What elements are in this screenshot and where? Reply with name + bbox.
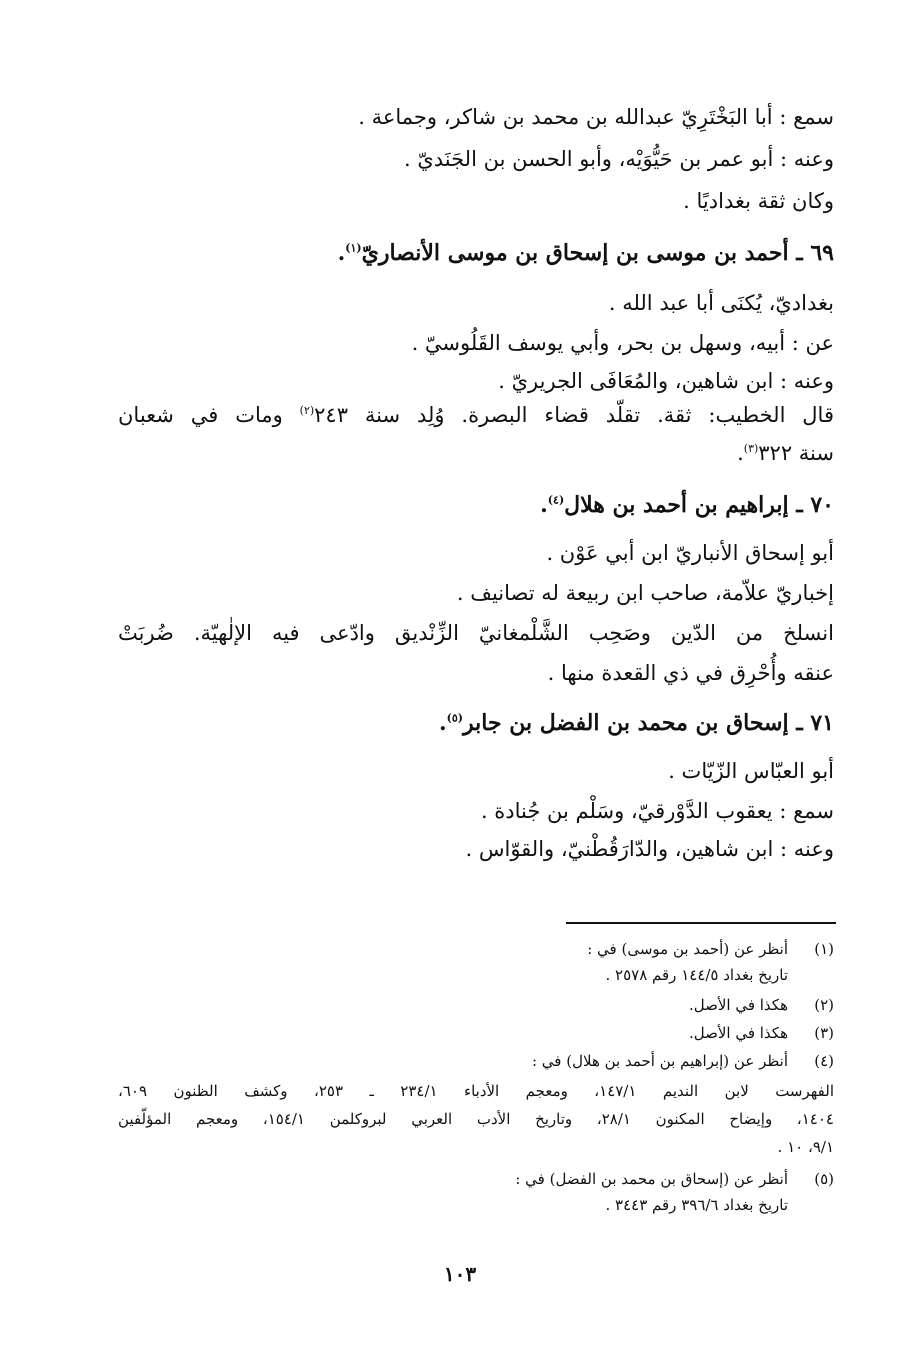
footnote-text: أنظر عن (إبراهيم بن أحمد بن هلال) في : <box>531 1052 788 1070</box>
footnote-number: (١) <box>814 940 834 958</box>
entry-69-heading <box>338 236 834 270</box>
entry-69-heading-end: . <box>337 240 346 266</box>
footnote-text: أنظر عن (أحمد بن موسى) في : <box>587 940 788 958</box>
entry-71-heading <box>439 706 834 740</box>
entry-69-heading-text: ٦٩ ـ أحمد بن موسى بن إسحاق بن موسى الأنصاريّ <box>361 240 834 266</box>
page-number: ١٠٣ <box>443 1262 477 1286</box>
footnote-number: (٢) <box>814 996 834 1014</box>
prev-entry-thiqa: وكان ثقة بغداديًا . <box>683 189 834 213</box>
entry-71-line: سمع : يعقوب الدَّوْرقيّ، وسَلْم بن جُنادة . <box>480 799 834 823</box>
footnote-text: ٩/١، ١٠ . <box>777 1138 834 1156</box>
entry-69-line: بغداديّ، يُكنَى أبا عبد الله . <box>608 291 834 315</box>
footnote-ref-4: (٤) <box>547 493 565 507</box>
entry-69-line: وعنه : ابن شاهين، والمُعَافَى الجريريّ . <box>498 369 834 393</box>
footnote-number: (٥) <box>814 1170 834 1188</box>
footnote-ref-5: (٥) <box>446 711 463 725</box>
footnote-number: (٤) <box>814 1052 834 1070</box>
footnote-separator <box>566 922 836 924</box>
footnote-ref-1: (١) <box>345 241 362 255</box>
footnote-text: ١٤٠٤، وإيضاح المكنون ٢٨/١، وتاريخ الأدب العربي لبروكلمن ١٥٤/١، ومعجم المؤلّفين <box>118 1110 834 1128</box>
footnote-ref-2: (٢) <box>299 404 315 417</box>
entry-71-heading-end: . <box>438 710 447 736</box>
entry-69-line <box>118 398 834 432</box>
entry-70-line: إخباريّ علاّمة، صاحب ابن ربيعة له تصانيف . <box>456 581 834 605</box>
entry-71-line: وعنه : ابن شاهين، والدّارَقُطْنيّ، والقوّاس . <box>465 837 834 861</box>
entry-69-line-5-end: . <box>737 441 744 465</box>
prev-entry-anhu: وعنه : أبو عمر بن حَيُّوَيْه، وأبو الحسن بن الجَنَديّ . <box>403 147 834 171</box>
prev-entry-sama: سمع : أبا البَخْتَرِيّ عبدالله بن محمد بن شاكر، وجماعة . <box>358 105 834 129</box>
entry-71-heading-text: ٧١ ـ إسحاق بن محمد بن الفضل بن جابر <box>463 710 834 736</box>
entry-69-line-4-rest: ومات في شعبان <box>118 403 300 427</box>
footnote-text: تاريخ بغداد ٣٩٦/٦ رقم ٣٤٤٣ . <box>605 1196 788 1214</box>
entry-70-heading-end: . <box>540 492 548 518</box>
footnote-text: الفهرست لابن النديم ١٤٧/١، ومعجم الأدباء ٢٣٤/١ ـ ٢٥٣، وكشف الظنون ٦٠٩، <box>118 1082 835 1100</box>
entry-69-line-4-text: قال الخطيب: ثقة. تقلّد قضاء البصرة. وُلِد سنة ٢٤٣ <box>314 403 834 427</box>
footnote-text: أنظر عن (إسحاق بن محمد بن الفضل) في : <box>515 1170 788 1188</box>
entry-69-line: عن : أبيه، وسهل بن بحر، وأبي يوسف القَلُوسيّ . <box>411 331 834 355</box>
footnote-number: (٣) <box>814 1024 834 1042</box>
entry-70-line: عنقه وأُحْرِق في ذي القعدة منها . <box>547 661 834 685</box>
footnote-text: هكذا في الأصل. <box>688 996 788 1014</box>
footnote-text: هكذا في الأصل. <box>688 1024 788 1042</box>
entry-70-heading <box>540 488 834 522</box>
entry-69-line-5-text: سنة ٣٢٢ <box>758 441 834 465</box>
entry-69-line <box>737 436 834 470</box>
entry-70-heading-text: ٧٠ ـ إبراهيم بن أحمد بن هلال <box>564 492 834 518</box>
entry-70-line: أبو إسحاق الأنباريّ ابن أبي عَوْن . <box>546 541 834 565</box>
entry-70-line: انسلخ من الدّين وصَحِب الشَّلْمغانيّ الزِّنْديق وادّعى فيه الإلٰهيّة. ضُربَتْ <box>118 621 834 645</box>
entry-71-line: أبو العبّاس الزّيّات . <box>668 759 834 783</box>
footnote-ref-3: (٣) <box>743 442 759 455</box>
footnote-text: تاريخ بغداد ١٤٤/٥ رقم ٢٥٧٨ . <box>605 966 788 984</box>
